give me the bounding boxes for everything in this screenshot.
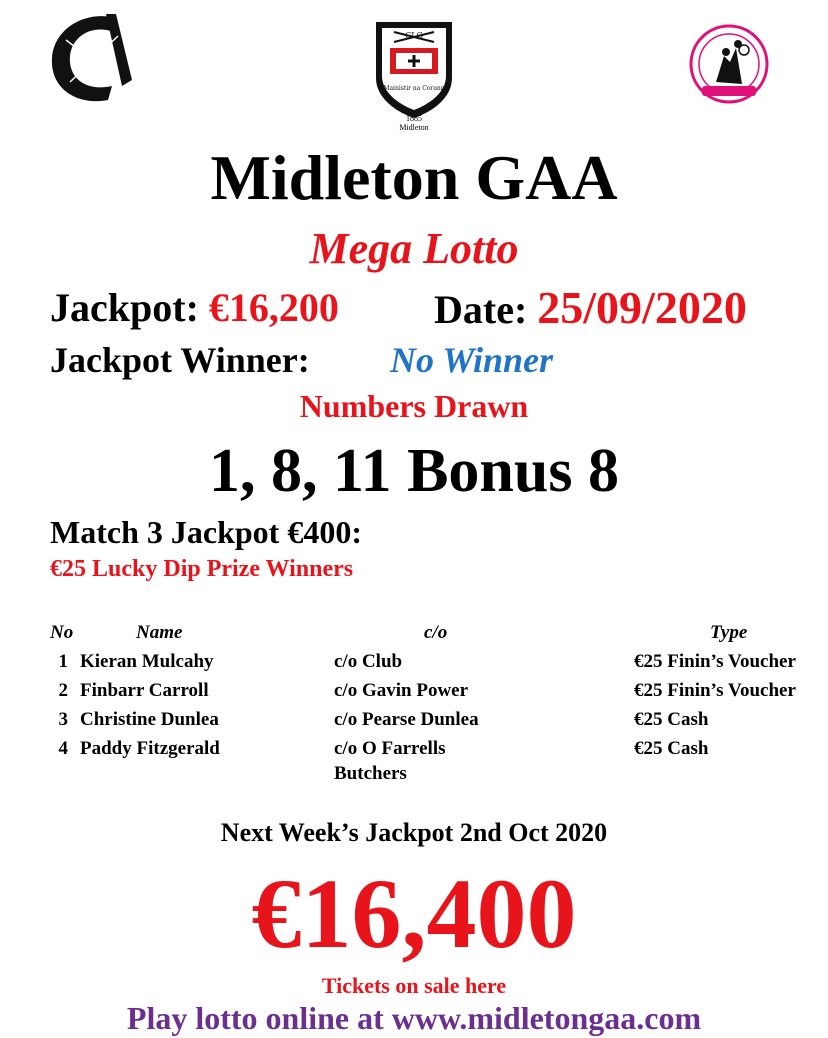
row-no: 1 [58,651,68,672]
numbers-drawn-heading: Numbers Drawn [299,388,529,424]
table-row [50,705,796,734]
jackpot-amount: €16,200 [208,285,339,330]
row-name: Kieran Mulcahy [80,651,214,672]
crest-place: Midleton [399,123,429,132]
tickets-on-sale: Tickets on sale here [321,973,507,998]
row-co: c/o Gavin Power [334,680,469,701]
next-week-label: Next Week’s Jackpot 2nd Oct 2020 [220,818,608,847]
table-row [50,647,796,676]
jackpot-winner-value: No Winner [390,340,554,380]
table-row [50,676,796,705]
numbers-drawn: 1, 8, 11 Bonus 8 [208,437,620,505]
row-co-line2: Butchers [334,763,407,784]
ladies-football-logo [686,22,772,106]
jackpot-line [50,282,339,334]
play-online-link[interactable]: Play lotto online at www.midletongaa.com [126,1000,702,1036]
row-co [334,734,634,785]
row-name: Christine Dunlea [80,709,219,730]
winners-table [50,618,796,785]
col-type-header: Type [710,622,748,643]
lucky-dip-heading: €25 Lucky Dip Prize Winners [50,556,354,582]
row-type: €25 Cash [634,709,709,730]
jackpot-winner-label: Jackpot Winner: [50,340,310,380]
row-co: c/o Pearse Dunlea [334,709,479,730]
table-row [50,734,796,785]
jackpot-label: Jackpot: [50,285,209,330]
table-header-row [50,618,796,647]
row-co: c/o Club [334,651,403,672]
subtitle: Mega Lotto [309,224,519,273]
crest-year: 1885 [406,114,422,123]
row-no: 4 [58,738,68,759]
club-crest [372,18,456,136]
row-type: €25 Finin’s Voucher [634,680,796,701]
row-name: Paddy Fitzgerald [80,738,220,759]
svg-text:Mainistir na Corann: Mainistir na Corann [383,85,445,92]
camogie-logo [46,10,138,106]
row-co-line1: c/o O Farrells [334,738,446,759]
date-line [434,282,747,336]
draw-date: 25/09/2020 [537,282,747,333]
page-title: Midleton GAA [210,142,618,213]
svg-text:CLG: CLG [405,31,423,40]
col-name-header: Name [136,622,183,643]
next-jackpot-amount: €16,400 [251,858,577,969]
date-label: Date: [434,287,538,332]
row-no: 3 [58,709,68,730]
row-type: €25 Cash [634,738,709,759]
match3-label: Match 3 Jackpot €400: [50,514,362,550]
row-no: 2 [58,680,68,701]
col-no-header: No [50,622,74,643]
col-co-header: c/o [424,622,448,643]
row-name: Finbarr Carroll [80,680,209,701]
row-type: €25 Finin’s Voucher [634,651,796,672]
